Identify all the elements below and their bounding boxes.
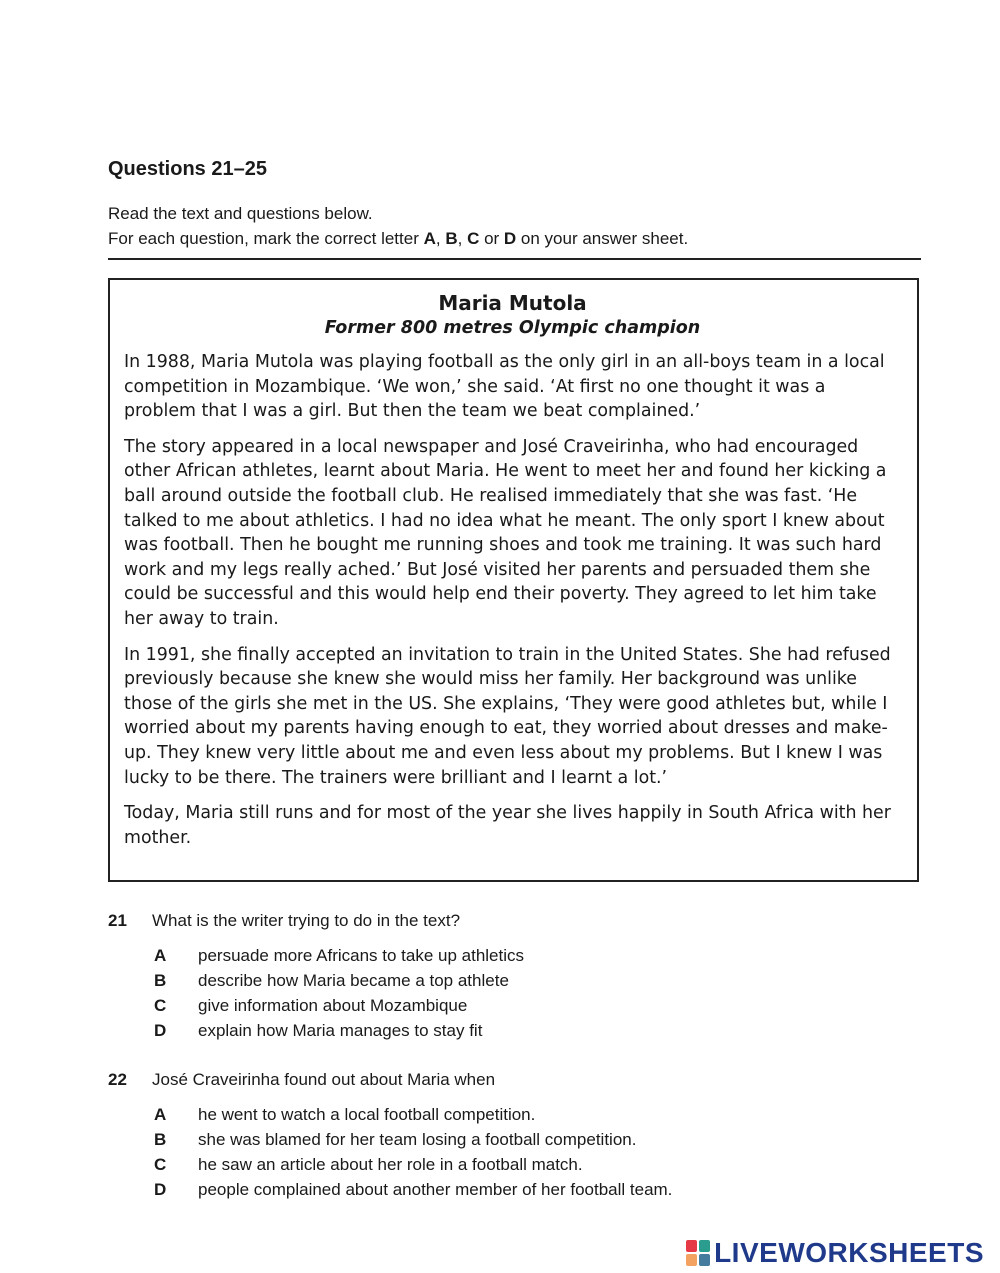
option-text: describe how Maria became a top athlete [198,971,509,990]
instruction-line-1: Read the text and questions below. [108,204,373,223]
instructions [108,201,688,251]
logo-square-icon [699,1254,710,1266]
question-number: 21 [108,911,127,930]
logo-square-icon [686,1254,697,1266]
article-paragraph: In 1991, she finally accepted an invitation to train in the United States. She had refused previously because she knew she would miss her family. Her background was unlike those of the girls she met in the US. She explains, ‘They were good athletes but, while I worried about my parents having enough to eat, they worried about dresses and make-up. They knew very little about me and even less about my problems. But I knew I was lucky to be there. The trainers were brilliant and I learnt a lot.’ [124,644,891,788]
divider [108,258,921,260]
option-letter: A [154,946,167,965]
option-text: persuade more Africans to take up athletics [198,946,525,965]
brand-name: LIVEWORKSHEETS [714,1237,984,1268]
logo-square-icon [699,1240,710,1252]
article-title: Maria Mutola [438,291,587,315]
instruction-line-2: For each question, mark the correct letter A, B, C or D on your answer sheet. [108,229,689,248]
liveworksheets-brand[interactable] [686,1237,984,1269]
option-text: she was blamed for her team losing a football competition. [198,1130,637,1149]
option-letter: B [154,1130,167,1149]
article-paragraph: Today, Maria still runs and for most of the year she lives happily in South Africa with her mother. [124,803,891,848]
liveworksheets-logo-icon [686,1240,710,1266]
article-paragraph: In 1988, Maria Mutola was playing football as the only girl in an all-boys team in a local competition in Mozambique. ‘We won,’ she said. ‘At first no one thought it was a problem that I was a girl. But then the team we beat complained.’ [124,352,885,422]
option-text: he went to watch a local football competition. [198,1105,536,1124]
logo-square-icon [686,1240,697,1252]
section-title: Questions 21–25 [108,158,267,180]
question-number: 22 [108,1070,127,1089]
option-letter: C [154,996,167,1015]
option-letter: A [154,1105,167,1124]
option-letter: C [154,1155,167,1174]
option-text: give information about Mozambique [198,996,468,1015]
reading-text-box [108,278,919,882]
question-text: José Craveirinha found out about Maria when [152,1070,496,1089]
option-text: he saw an article about her role in a football match. [198,1155,583,1174]
option-letter: B [154,971,167,990]
question-text: What is the writer trying to do in the text? [152,911,461,930]
option-letter: D [154,1021,167,1040]
option-text: people complained about another member of her football team. [198,1180,673,1199]
option-text: explain how Maria manages to stay fit [198,1021,483,1040]
article-paragraph: The story appeared in a local newspaper and José Craveirinha, who had encouraged other African athletes, learnt about Maria. He went to meet her and found her kicking a ball around outside the football club. He realised immediately that she was fast. ‘He talked to me about athletics. I had no idea what he meant. The only sport I knew about was football. Then he bought me running shoes and took me training. It was such hard work and my legs really ached.’ But José visited her parents and persuaded them she could be successful and this would help end their poverty. They agreed to let him take her away to train. [124,436,887,629]
article-subtitle: Former 800 metres Olympic champion [324,318,701,338]
option-letter: D [154,1180,167,1199]
